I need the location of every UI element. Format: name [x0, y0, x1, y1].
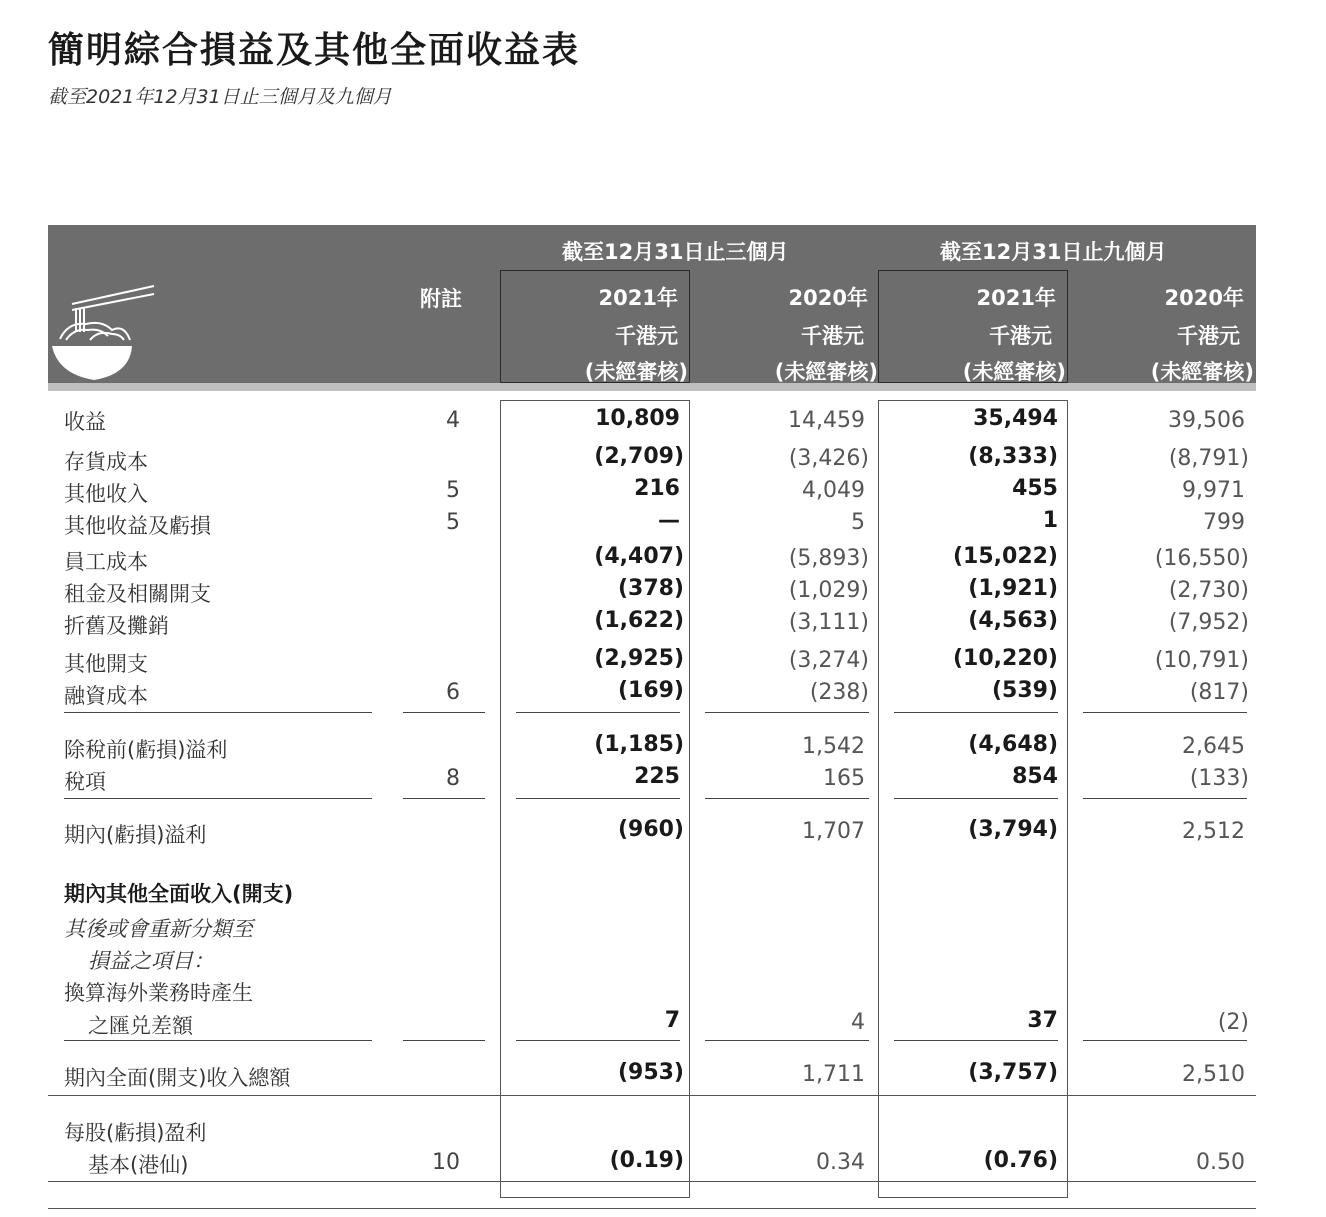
subtotal-rule [1083, 712, 1247, 713]
subtotal-rule [894, 798, 1058, 799]
subtotal-rule [1083, 1040, 1247, 1041]
subtotal-rule [894, 1040, 1058, 1041]
subtotal-rule [705, 712, 869, 713]
subtotal-rule [705, 798, 869, 799]
col4-unit: 千港元 [1177, 324, 1240, 348]
subtotal-rule [516, 798, 680, 799]
noodle-bowl-icon [50, 284, 160, 384]
col3-year: 2021年 [976, 286, 1056, 310]
col4-year: 2020年 [1164, 286, 1244, 310]
subtotal-rule [403, 1040, 485, 1041]
bottom-rule [48, 1208, 1256, 1209]
subtotal-rule [403, 798, 485, 799]
col2-year: 2020年 [788, 286, 868, 310]
section-heading: 期內其他全面收入(開支) [64, 882, 294, 906]
subtotal-rule [403, 712, 485, 713]
col3-unit: 千港元 [989, 324, 1052, 348]
total-rule [48, 1095, 1256, 1096]
row-label: 換算海外業務時產生 [64, 981, 253, 1005]
col2-audit: (未經審核) [774, 360, 878, 384]
subtotal-rule [64, 1040, 372, 1041]
section-subheading: 損益之項目： [88, 949, 214, 973]
col1-year: 2021年 [598, 286, 678, 310]
subtotal-rule [516, 1040, 680, 1041]
subtotal-rule [516, 712, 680, 713]
subtotal-rule [1083, 798, 1247, 799]
row-label: 每股(虧損)盈利 [64, 1121, 207, 1145]
page-title: 簡明綜合損益及其他全面收益表 [48, 30, 581, 71]
subtotal-rule [894, 712, 1058, 713]
subtotal-rule [705, 1040, 869, 1041]
col4-audit: (未經審核) [1150, 360, 1254, 384]
page-subtitle: 截至2021年12月31日止三個月及九個月 [48, 86, 392, 108]
period-nine-months-header: 截至12月31日止九個月 [940, 240, 1167, 264]
col3-audit: (未經審核) [962, 360, 1066, 384]
period-three-months-header: 截至12月31日止三個月 [562, 240, 789, 264]
col1-header-outline [500, 270, 690, 383]
subtotal-rule [64, 712, 372, 713]
col3-header-outline [878, 270, 1068, 383]
section-subheading: 其後或會重新分類至 [64, 917, 253, 941]
col1-unit: 千港元 [615, 324, 678, 348]
bottom-rule [48, 1181, 1256, 1182]
col2-unit: 千港元 [801, 324, 864, 348]
note-column-header: 附註 [420, 287, 462, 311]
subtotal-rule [64, 798, 372, 799]
col1-audit: (未經審核) [584, 360, 688, 384]
